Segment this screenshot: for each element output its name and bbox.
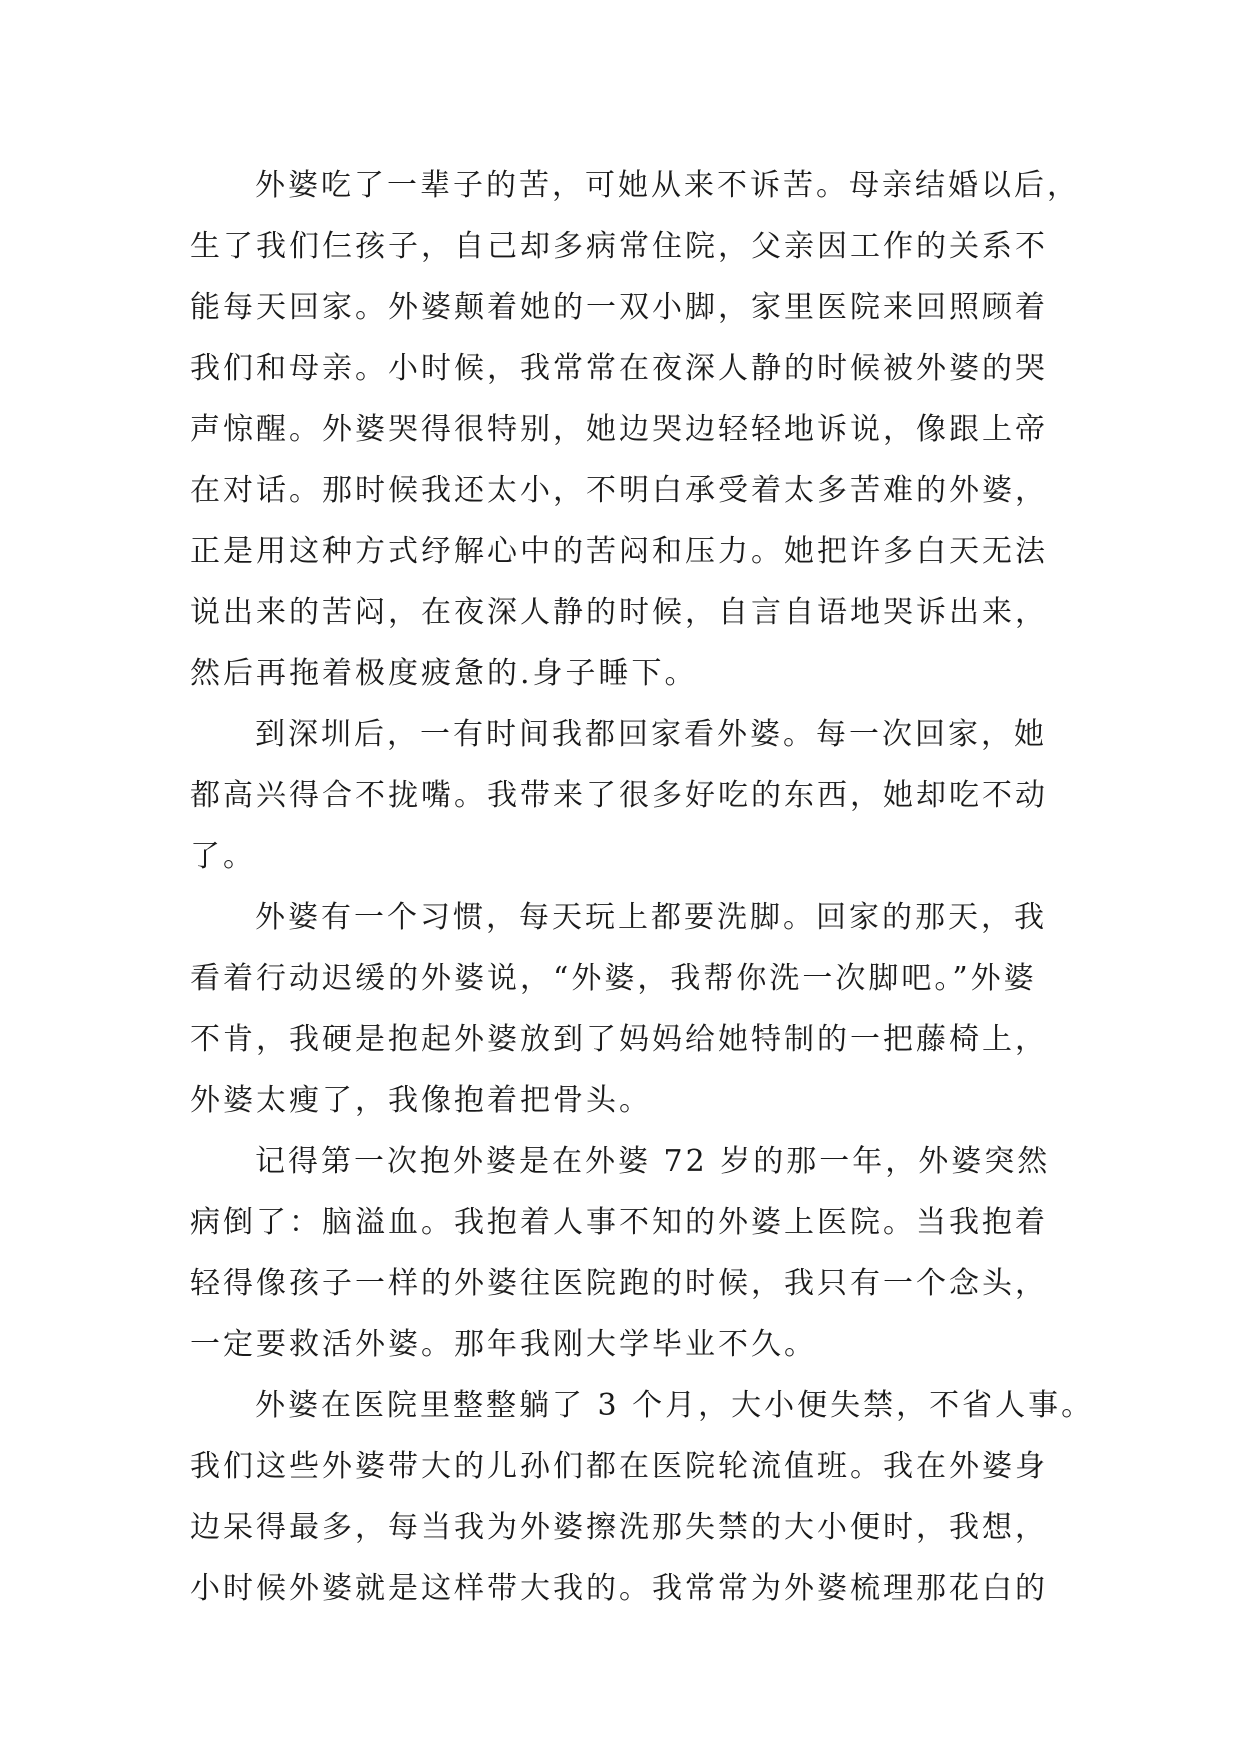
text-line: 了。 <box>190 839 256 874</box>
text-line: 到深圳后，一有时间我都回家看外婆。每一次回家，她 <box>255 717 1047 752</box>
text-line: 记得第一次抱外婆是在外婆 72 岁的那一年，外婆突然 <box>255 1144 1051 1179</box>
text-line: 我们这些外婆带大的儿孙们都在医院轮流值班。我在外婆身 <box>190 1449 1048 1484</box>
text-line: 轻得像孩子一样的外婆往医院跑的时候，我只有一个念头， <box>190 1266 1048 1301</box>
text-line: 在对话。那时候我还太小，不明白承受着太多苦难的外婆， <box>190 473 1048 508</box>
text-line: 小时候外婆就是这样带大我的。我常常为外婆梳理那花白的 <box>190 1571 1048 1606</box>
text-line: 外婆吃了一辈子的苦，可她从来不诉苦。母亲结婚以后， <box>255 168 1080 203</box>
text-line: 外婆有一个习惯，每天玩上都要洗脚。回家的那天，我 <box>255 900 1047 935</box>
text-line: 都高兴得合不拢嘴。我带来了很多好吃的东西，她却吃不动 <box>190 778 1048 813</box>
text-line: 边呆得最多，每当我为外婆擦洗那失禁的大小便时，我想， <box>190 1510 1048 1545</box>
text-line: 不肯，我硬是抱起外婆放到了妈妈给她特制的一把藤椅上， <box>190 1022 1048 1057</box>
text-line: 外婆在医院里整整躺了 3 个月，大小便失禁，不省人事。 <box>255 1388 1095 1423</box>
text-line: 声惊醒。外婆哭得很特别，她边哭边轻轻地诉说，像跟上帝 <box>190 412 1048 447</box>
text-line: 正是用这种方式纾解心中的苦闷和压力。她把许多白天无法 <box>190 534 1048 569</box>
text-line: 一定要救活外婆。那年我刚大学毕业不久。 <box>190 1327 817 1362</box>
document-body <box>190 155 1095 1619</box>
text-line: 说出来的苦闷，在夜深人静的时候，自言自语地哭诉出来， <box>190 595 1048 630</box>
text-line: 我们和母亲。小时候，我常常在夜深人静的时候被外婆的哭 <box>190 351 1048 386</box>
text-line: 外婆太瘦了，我像抱着把骨头。 <box>190 1083 652 1118</box>
text-line: 能每天回家。外婆颠着她的一双小脚，家里医院来回照顾着 <box>190 290 1048 325</box>
text-line: 病倒了：脑溢血。我抱着人事不知的外婆上医院。当我抱着 <box>190 1205 1048 1240</box>
text-line: 然后再拖着极度疲惫的.身子睡下。 <box>190 656 698 691</box>
text-line: 看着行动迟缓的外婆说，“外婆，我帮你洗一次脚吧。”外婆 <box>190 961 1037 996</box>
text-line: 生了我们仨孩子，自己却多病常住院，父亲因工作的关系不 <box>190 229 1048 264</box>
